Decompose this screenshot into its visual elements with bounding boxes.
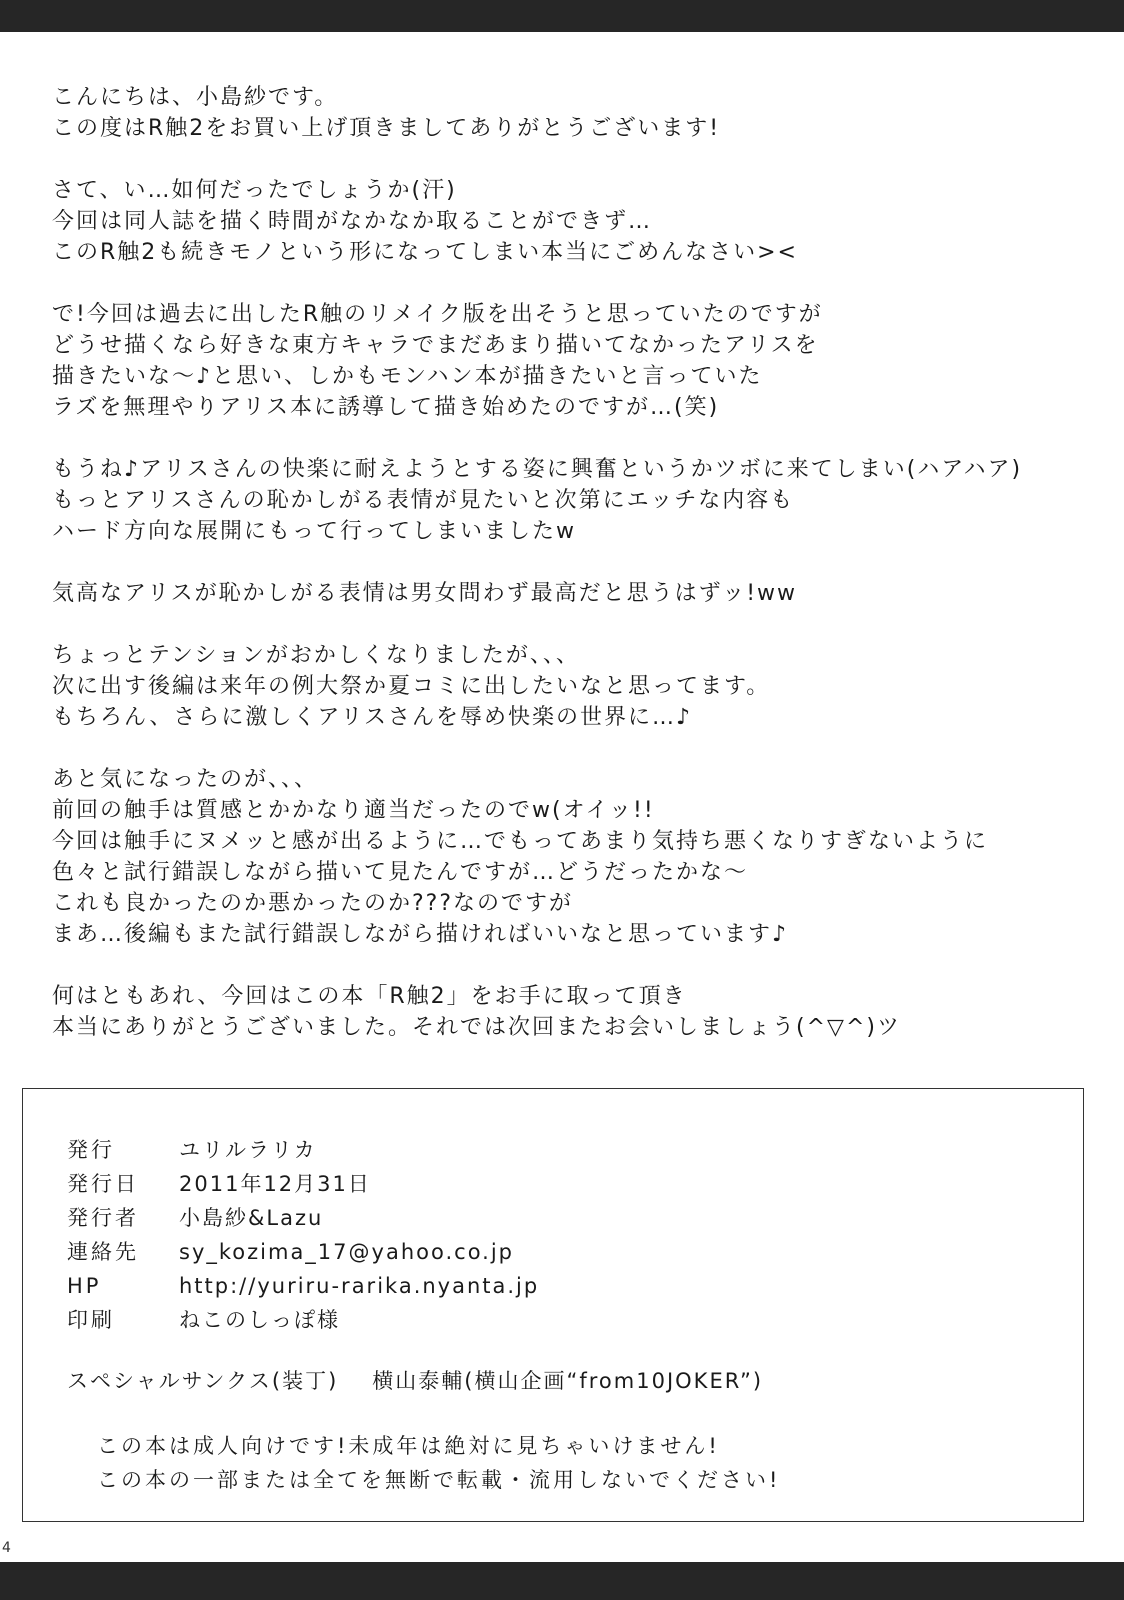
text-line: 前回の触手は質感とかかなり適当だったのでw(オイッ!!	[52, 798, 655, 823]
info-label: HP	[67, 1274, 102, 1298]
paragraph	[52, 454, 1092, 547]
paragraph	[52, 764, 1092, 950]
text-line: あと気になったのが、、、	[52, 767, 319, 792]
text-line: さて、い…如何だったでしょうか(汗)	[52, 178, 457, 203]
text-line: こんにちは、小島紗です。	[52, 85, 339, 110]
info-row-contact	[67, 1235, 539, 1269]
info-value: sy_kozima_17@yahoo.co.jp	[179, 1240, 515, 1264]
paragraph	[52, 82, 1092, 144]
paragraph	[52, 175, 1092, 268]
afterword-message	[52, 82, 1092, 1074]
info-label: 発行者	[67, 1206, 139, 1230]
special-thanks	[67, 1365, 763, 1395]
info-value: 2011年12月31日	[179, 1172, 371, 1196]
text-line: まあ…後編もまた試行錯誤しながら描ければいいなと思っています♪	[52, 922, 789, 947]
notices	[97, 1429, 780, 1497]
text-line: 本当にありがとうございました。それでは次回またお会いしましょう(^▽^)ツ	[52, 1015, 901, 1040]
paragraph	[52, 578, 1092, 609]
text-line: もちろん、さらに激しくアリスさんを辱め快楽の世界に…♪	[52, 705, 693, 730]
info-value: ユリルラリカ	[179, 1138, 317, 1162]
info-label: 発行	[67, 1138, 115, 1162]
bottom-border-bar	[0, 1562, 1124, 1600]
paragraph	[52, 981, 1092, 1043]
paragraph	[52, 640, 1092, 733]
info-row-homepage	[67, 1269, 539, 1303]
special-thanks-name: 横山泰輔(横山企画“from10JOKER”)	[372, 1369, 764, 1393]
text-line: もっとアリスさんの恥かしがる表情が見たいと次第にエッチな内容も	[52, 488, 795, 513]
text-line: これも良かったのか悪かったのか???なのですが	[52, 891, 574, 916]
text-line: ハード方向な展開にもって行ってしまいましたw	[52, 519, 576, 544]
text-line: 色々と試行錯誤しながら描いて見たんですが…どうだったかな〜	[52, 860, 749, 885]
special-thanks-label: スペシャルサンクス(装丁)	[67, 1369, 339, 1393]
info-label: 印刷	[67, 1308, 115, 1332]
text-line: もうね♪アリスさんの快楽に耐えようとする姿に興奮というかツボに来てしまい(ハアハア)	[52, 457, 1023, 482]
text-line: 次に出す後編は来年の例大祭か夏コミに出したいなと思ってます。	[52, 674, 771, 699]
text-line: ラズを無理やりアリス本に誘導して描き始めたのですが…(笑)	[52, 395, 720, 420]
info-row-publish-date	[67, 1167, 539, 1201]
adult-notice: この本は成人向けです!未成年は絶対に見ちゃいけません!	[97, 1434, 720, 1458]
info-label: 発行日	[67, 1172, 139, 1196]
text-line: この度はR触2をお買い上げ頂きましてありがとうございます!	[52, 116, 721, 141]
info-row-printer	[67, 1303, 539, 1337]
text-line: 何はともあれ、今回はこの本「R触2」をお手に取って頂き	[52, 984, 687, 1009]
text-line: 今回は同人誌を描く時間がなかなか取ることができず…	[52, 209, 653, 234]
info-row-publisher	[67, 1133, 539, 1167]
text-line: どうせ描くなら好きな東方キャラでまだあまり描いてなかったアリスを	[52, 333, 819, 358]
text-line: ちょっとテンションがおかしくなりましたが、、、	[52, 643, 580, 668]
text-line: 気高なアリスが恥かしがる表情は男女問わず最高だと思うはずッ!ww	[52, 581, 798, 606]
page-number: 4	[2, 1540, 11, 1556]
info-value: 小島紗&Lazu	[179, 1206, 324, 1230]
text-line: 今回は触手にヌメッと感が出るように…でもってあまり気持ち悪くなりすぎないように	[52, 829, 989, 854]
copyright-notice: この本の一部または全てを無断で転載・流用しないでください!	[97, 1468, 781, 1492]
text-line: このR触2も続きモノという形になってしまい本当にごめんなさい><	[52, 240, 798, 265]
top-border-bar	[0, 0, 1124, 32]
info-label: 連絡先	[67, 1240, 139, 1264]
info-value: ねこのしっぽ様	[179, 1308, 340, 1332]
info-row-author	[67, 1201, 539, 1235]
publication-info	[67, 1133, 539, 1337]
text-line: 描きたいな〜♪と思い、しかもモンハン本が描きたいと言っていた	[52, 364, 763, 389]
info-value: http://yuriru-rarika.nyanta.jp	[179, 1274, 540, 1298]
text-line: で!今回は過去に出したR触のリメイク版を出そうと思っていたのですが	[52, 302, 823, 327]
paragraph	[52, 299, 1092, 423]
colophon-box	[22, 1088, 1084, 1522]
